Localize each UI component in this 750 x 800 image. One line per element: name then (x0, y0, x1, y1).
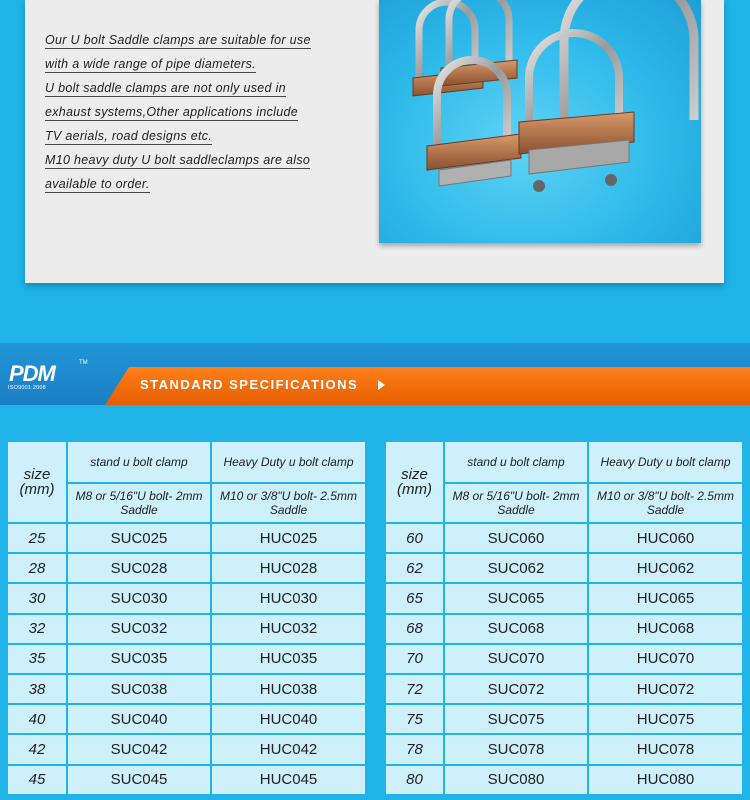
size-cell: 72 (386, 675, 443, 703)
table-row (386, 735, 742, 763)
heavy-code-cell: HUC032 (212, 615, 365, 643)
table-row (386, 554, 742, 582)
heavy-code-cell: HUC035 (212, 645, 365, 673)
stand-code-cell: SUC070 (445, 645, 587, 673)
stand-code-cell: SUC080 (445, 766, 587, 794)
product-info-card (25, 0, 724, 283)
size-cell: 68 (386, 615, 443, 643)
heavy-code-cell: HUC065 (589, 584, 742, 612)
table-row (386, 584, 742, 612)
trademark-mark: TM (79, 360, 88, 366)
size-cell: 30 (8, 584, 66, 612)
size-cell: 45 (8, 766, 66, 794)
heavy-code-cell: HUC025 (212, 524, 365, 552)
heavy-code-cell: HUC062 (589, 554, 742, 582)
stand-code-cell: SUC035 (68, 645, 210, 673)
stand-code-cell: SUC078 (445, 735, 587, 763)
stand-clamp-subheader: M8 or 5/16"U bolt- 2mm Saddle (445, 484, 587, 522)
heavy-code-cell: HUC075 (589, 705, 742, 733)
stand-clamp-header: stand u bolt clamp (445, 442, 587, 482)
table-row (386, 524, 742, 552)
table-row (8, 584, 365, 612)
stand-code-cell: SUC045 (68, 766, 210, 794)
heavy-code-cell: HUC060 (589, 524, 742, 552)
heavy-code-cell: HUC078 (589, 735, 742, 763)
stand-clamp-header: stand u bolt clamp (68, 442, 210, 482)
iso-certification: ISO9001:2008 (8, 385, 46, 391)
size-cell: 40 (8, 705, 66, 733)
stand-code-cell: SUC072 (445, 675, 587, 703)
table-row (8, 735, 365, 763)
heavy-code-cell: HUC070 (589, 645, 742, 673)
company-logo: PDM (9, 361, 55, 386)
heavy-code-cell: HUC028 (212, 554, 365, 582)
heavy-code-cell: HUC040 (212, 705, 365, 733)
size-header: size (mm) (8, 442, 66, 522)
table-row (386, 705, 742, 733)
table-row (386, 766, 742, 794)
stand-code-cell: SUC075 (445, 705, 587, 733)
heavy-code-cell: HUC042 (212, 735, 365, 763)
stand-clamp-subheader: M8 or 5/16"U bolt- 2mm Saddle (68, 484, 210, 522)
stand-code-cell: SUC065 (445, 584, 587, 612)
size-cell: 32 (8, 615, 66, 643)
description-line: M10 heavy duty U bolt saddleclamps are also (45, 153, 311, 167)
spec-table-left (6, 440, 367, 796)
heavy-code-cell: HUC068 (589, 615, 742, 643)
description-line: Our U bolt Saddle clamps are suitable for use (45, 33, 311, 47)
heavy-code-cell: HUC080 (589, 766, 742, 794)
heavy-code-cell: HUC030 (212, 584, 365, 612)
section-title: STANDARD SPECIFICATIONS (140, 377, 359, 392)
table-row (8, 524, 365, 552)
size-cell: 62 (386, 554, 443, 582)
stand-code-cell: SUC062 (445, 554, 587, 582)
stand-code-cell: SUC040 (68, 705, 210, 733)
size-cell: 80 (386, 766, 443, 794)
heavy-code-cell: HUC072 (589, 675, 742, 703)
arrow-right-icon (378, 380, 385, 390)
heavy-duty-clamp-subheader: M10 or 3/8"U bolt- 2.5mm Saddle (212, 484, 365, 522)
stand-code-cell: SUC028 (68, 554, 210, 582)
spec-table-right (384, 440, 744, 796)
table-row (386, 645, 742, 673)
heavy-duty-clamp-header: Heavy Duty u bolt clamp (589, 442, 742, 482)
size-cell: 70 (386, 645, 443, 673)
stand-code-cell: SUC038 (68, 675, 210, 703)
size-cell: 38 (8, 675, 66, 703)
stand-code-cell: SUC032 (68, 615, 210, 643)
description-line: exhaust systems,Other applications include (45, 105, 298, 119)
stand-code-cell: SUC025 (68, 524, 210, 552)
heavy-duty-clamp-subheader: M10 or 3/8"U bolt- 2.5mm Saddle (589, 484, 742, 522)
table-row (8, 675, 365, 703)
description-line: TV aerials, road designs etc. (45, 129, 213, 143)
product-photo (379, 0, 701, 243)
size-cell: 25 (8, 524, 66, 552)
size-cell: 78 (386, 735, 443, 763)
size-cell: 35 (8, 645, 66, 673)
size-cell: 42 (8, 735, 66, 763)
product-description (45, 28, 365, 196)
table-row (8, 766, 365, 794)
size-cell: 75 (386, 705, 443, 733)
table-row (386, 675, 742, 703)
stand-code-cell: SUC060 (445, 524, 587, 552)
stand-code-cell: SUC030 (68, 584, 210, 612)
heavy-code-cell: HUC038 (212, 675, 365, 703)
heavy-code-cell: HUC045 (212, 766, 365, 794)
stand-code-cell: SUC068 (445, 615, 587, 643)
table-row (8, 615, 365, 643)
size-cell: 28 (8, 554, 66, 582)
table-row (8, 645, 365, 673)
table-row (8, 554, 365, 582)
table-row (386, 615, 742, 643)
table-row (8, 705, 365, 733)
description-line: with a wide range of pipe diameters. (45, 57, 256, 71)
heavy-duty-clamp-header: Heavy Duty u bolt clamp (212, 442, 365, 482)
u-bolt-clamps-image (379, 0, 701, 243)
size-cell: 65 (386, 584, 443, 612)
specifications-banner (0, 343, 750, 405)
stand-code-cell: SUC042 (68, 735, 210, 763)
size-cell: 60 (386, 524, 443, 552)
description-line: U bolt saddle clamps are not only used in (45, 81, 286, 95)
size-header: size (mm) (386, 442, 443, 522)
description-line: available to order. (45, 177, 150, 191)
